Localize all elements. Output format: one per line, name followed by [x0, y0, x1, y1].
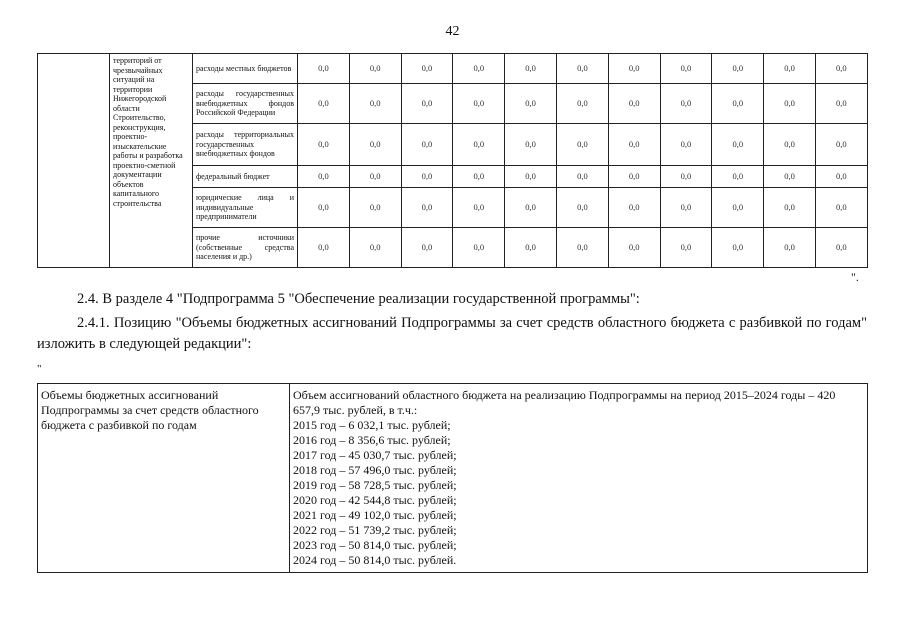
value-cell: 0,0: [453, 188, 505, 228]
empty-cell: [38, 54, 110, 268]
value-cell: 0,0: [298, 228, 350, 268]
value-cell: 0,0: [505, 228, 557, 268]
value-cell: 0,0: [815, 54, 867, 84]
value-cell: 0,0: [660, 124, 712, 166]
value-cell: 0,0: [764, 84, 816, 124]
value-cell: 0,0: [505, 124, 557, 166]
value-cell: 0,0: [453, 84, 505, 124]
value-cell: 0,0: [401, 188, 453, 228]
value-cell: 0,0: [556, 228, 608, 268]
value-cell: 0,0: [608, 188, 660, 228]
value-cell: 0,0: [815, 84, 867, 124]
funding-source: расходы местных бюджетов: [193, 54, 298, 84]
funding-source: расходы территориальных государственных внебюджетных фондов: [193, 124, 298, 166]
position-paragraph: 2.4.1. Позицию "Объемы бюджетных ассигнований Подпрограммы за счет средств областного бюджета с разбивкой по годам" изложить в следующей редакции":: [37, 315, 867, 352]
value-cell: 0,0: [764, 188, 816, 228]
budget-volume-table: [37, 383, 868, 573]
activity-description: территорий от чрезвычайных ситуаций на территории Нижегородской области Строительство, реконструкция, проектно-изыскательские работы и разработка проектно-сметной документации объектов капитального строительства: [110, 54, 193, 268]
value-cell: 0,0: [401, 84, 453, 124]
value-cell: 0,0: [815, 228, 867, 268]
value-cell: 0,0: [608, 54, 660, 84]
value-cell: 0,0: [608, 228, 660, 268]
funding-source: прочие источники (собственные средства населения и др.): [193, 228, 298, 268]
year-line: 2021 год – 49 102,0 тыс. рублей;: [293, 508, 457, 522]
value-cell: 0,0: [298, 188, 350, 228]
year-line: 2018 год – 57 496,0 тыс. рублей;: [293, 463, 457, 477]
funding-source: юридические лица и индивидуальные предприниматели: [193, 188, 298, 228]
value-cell: 0,0: [764, 166, 816, 188]
volume-value-cell: [290, 384, 868, 573]
value-cell: 0,0: [815, 166, 867, 188]
value-cell: 0,0: [712, 166, 764, 188]
volume-row: [38, 384, 868, 573]
value-cell: 0,0: [298, 166, 350, 188]
value-cell: 0,0: [349, 84, 401, 124]
value-cell: 0,0: [556, 166, 608, 188]
value-cell: 0,0: [712, 54, 764, 84]
year-line: 2016 год – 8 356,6 тыс. рублей;: [293, 433, 451, 447]
budget-table: [37, 53, 868, 268]
budget-row: [38, 54, 868, 84]
value-cell: 0,0: [556, 124, 608, 166]
value-cell: 0,0: [660, 84, 712, 124]
page-number: 42: [445, 24, 460, 39]
year-line: 2024 год – 50 814,0 тыс. рублей.: [293, 553, 457, 567]
value-cell: 0,0: [764, 228, 816, 268]
year-line: 2019 год – 58 728,5 тыс. рублей;: [293, 478, 457, 492]
value-cell: 0,0: [505, 84, 557, 124]
year-list: [293, 418, 864, 568]
value-cell: 0,0: [608, 84, 660, 124]
value-cell: 0,0: [505, 166, 557, 188]
value-cell: 0,0: [349, 124, 401, 166]
year-line: 2022 год – 51 739,2 тыс. рублей;: [293, 523, 457, 537]
value-cell: 0,0: [505, 54, 557, 84]
value-cell: 0,0: [401, 54, 453, 84]
opening-quote: ": [37, 363, 42, 375]
funding-source: федеральный бюджет: [193, 166, 298, 188]
value-cell: 0,0: [712, 84, 764, 124]
value-cell: 0,0: [401, 166, 453, 188]
value-cell: 0,0: [401, 124, 453, 166]
value-cell: 0,0: [764, 54, 816, 84]
value-cell: 0,0: [660, 54, 712, 84]
value-cell: 0,0: [298, 84, 350, 124]
value-cell: 0,0: [660, 166, 712, 188]
value-cell: 0,0: [660, 188, 712, 228]
value-cell: 0,0: [556, 84, 608, 124]
value-cell: 0,0: [712, 124, 764, 166]
funding-source: расходы государственных внебюджетных фондов Российской Федерации: [193, 84, 298, 124]
year-line: 2023 год – 50 814,0 тыс. рублей;: [293, 538, 457, 552]
value-cell: 0,0: [556, 54, 608, 84]
year-line: 2020 год – 42 544,8 тыс. рублей;: [293, 493, 457, 507]
value-cell: 0,0: [712, 188, 764, 228]
value-cell: 0,0: [298, 124, 350, 166]
value-cell: 0,0: [349, 54, 401, 84]
value-cell: 0,0: [556, 188, 608, 228]
value-cell: 0,0: [815, 124, 867, 166]
value-cell: 0,0: [453, 166, 505, 188]
value-cell: 0,0: [298, 54, 350, 84]
value-cell: 0,0: [505, 188, 557, 228]
value-cell: 0,0: [660, 228, 712, 268]
value-cell: 0,0: [815, 188, 867, 228]
value-cell: 0,0: [453, 54, 505, 84]
value-cell: 0,0: [608, 166, 660, 188]
value-cell: 0,0: [608, 124, 660, 166]
value-cell: 0,0: [349, 166, 401, 188]
value-cell: 0,0: [764, 124, 816, 166]
year-line: 2015 год – 6 032,1 тыс. рублей;: [293, 418, 451, 432]
volume-label-cell: Объемы бюджетных ассигнований Подпрограммы за счет средств областного бюджета с разбивкой по годам: [38, 384, 290, 573]
section-paragraph: 2.4. В разделе 4 "Подпрограмма 5 "Обеспечение реализации государственной программы":: [77, 291, 640, 307]
value-cell: 0,0: [349, 228, 401, 268]
closing-quote: ".: [851, 270, 859, 284]
value-cell: 0,0: [349, 188, 401, 228]
value-cell: 0,0: [453, 228, 505, 268]
volume-intro: Объем ассигнований областного бюджета на реализацию Подпрограммы на период 2015–2024 годы – 420 657,9 тыс. рублей, в т.ч.:: [293, 388, 836, 417]
year-line: 2017 год – 45 030,7 тыс. рублей;: [293, 448, 457, 462]
value-cell: 0,0: [712, 228, 764, 268]
value-cell: 0,0: [453, 124, 505, 166]
value-cell: 0,0: [401, 228, 453, 268]
